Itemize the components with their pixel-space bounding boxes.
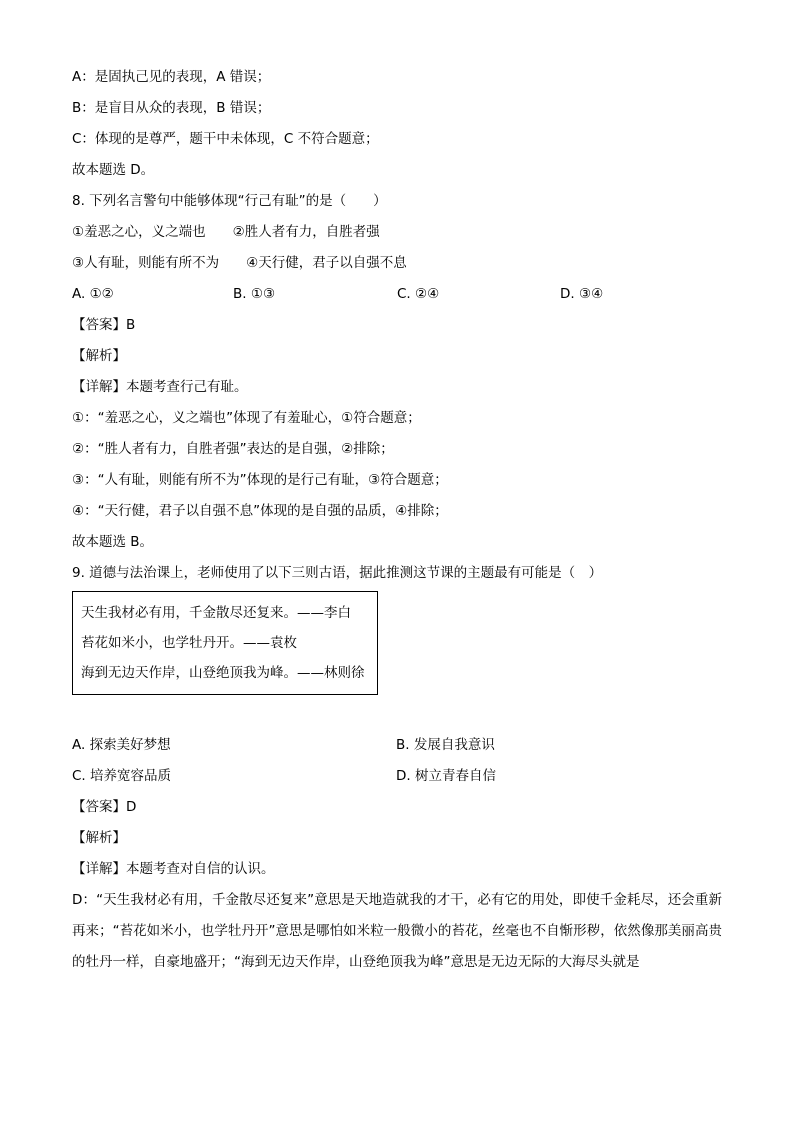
option-d: D. 树立青春自信 <box>396 768 496 784</box>
answer-label: 【答案】 <box>72 799 126 815</box>
answer-label: 【答案】 <box>72 317 126 333</box>
question-8-reason-1: ①：“羞恶之心，义之端也”体现了有羞耻心，①符合题意； <box>72 410 421 426</box>
quote-1: 天生我材必有用，千金散尽还复来。——李白 <box>81 605 351 621</box>
question-9-options-row-2 <box>72 761 732 792</box>
question-9-stem: 9. 道德与法治课上，老师使用了以下三则古语，据此推测这节课的主题最有可能是（ ） <box>72 565 603 581</box>
quote-2: 苔花如米小，也学牡丹开。——袁枚 <box>81 635 297 651</box>
quote-3: 海到无边天作岸，山登绝顶我为峰。——林则徐 <box>81 665 365 681</box>
document-page <box>72 62 732 978</box>
detail-intro: 本题考查行己有耻。 <box>126 379 248 395</box>
detail-intro: 本题考查对自信的认识。 <box>126 861 275 877</box>
quote-box <box>72 591 378 695</box>
question-8-detail <box>72 372 732 403</box>
option-b: B. 发展自我意识 <box>396 737 495 753</box>
question-9-detail <box>72 854 732 885</box>
question-8-reason-2: ②：“胜人者有力，自胜者强”表达的是自强，②排除； <box>72 441 394 457</box>
question-8-analysis-label: 【解析】 <box>72 348 126 364</box>
explanation-line-a: A：是固执己见的表现，A 错误； <box>72 69 271 85</box>
answer-value: D <box>126 799 137 815</box>
question-8-answer <box>72 310 732 341</box>
explanation-conclusion: 故本题选 D。 <box>72 162 155 178</box>
option-c: C. ②④ <box>397 286 440 302</box>
question-9-detail-text: D：“天生我材必有用，千金散尽还复来”意思是天地造就我的才干，必有它的用处，即使千金耗尽，还会重新再来；“苔花如米小，也学牡丹开”意思是哪怕如米粒一般微小的苔花，丝毫也不自惭形秽，依然像那美丽高贵的牡丹一样，自豪地盛开；“海到无边天作岸，山登绝顶我为峰”意思是无边无际的大海尽头就是 <box>72 892 722 970</box>
question-8-stem: 8. 下列名言警句中能够体现“行己有耻”的是（ ） <box>72 193 387 209</box>
option-b: B. ①③ <box>233 286 276 302</box>
option-d: D. ③④ <box>560 286 604 302</box>
explanation-line-c: C：体现的是尊严，题干中未体现，C 不符合题意； <box>72 131 379 147</box>
explanation-line-b: B：是盲目从众的表现，B 错误； <box>72 100 271 116</box>
question-9-analysis-label: 【解析】 <box>72 830 126 846</box>
question-8-items-line-2: ③人有耻，则能有所不为 ④天行健，君子以自强不息 <box>72 255 407 271</box>
detail-label: 【详解】 <box>72 861 126 877</box>
option-a: A. 探索美好梦想 <box>72 737 171 753</box>
question-8-conclusion: 故本题选 B。 <box>72 534 154 550</box>
option-a: A. ①② <box>72 286 114 302</box>
question-9-options-row-1 <box>72 730 732 761</box>
question-8-items-line-1: ①羞恶之心，义之端也 ②胜人者有力，自胜者强 <box>72 224 380 240</box>
question-8-reason-3: ③：“人有耻，则能有所不为”体现的是行己有耻，③符合题意； <box>72 472 448 488</box>
question-8-options <box>72 279 732 310</box>
option-c: C. 培养宽容品质 <box>72 768 172 784</box>
detail-label: 【详解】 <box>72 379 126 395</box>
question-8-reason-4: ④：“天行健，君子以自强不息”体现的是自强的品质，④排除； <box>72 503 448 519</box>
answer-value: B <box>126 317 136 333</box>
question-9-answer <box>72 792 732 823</box>
